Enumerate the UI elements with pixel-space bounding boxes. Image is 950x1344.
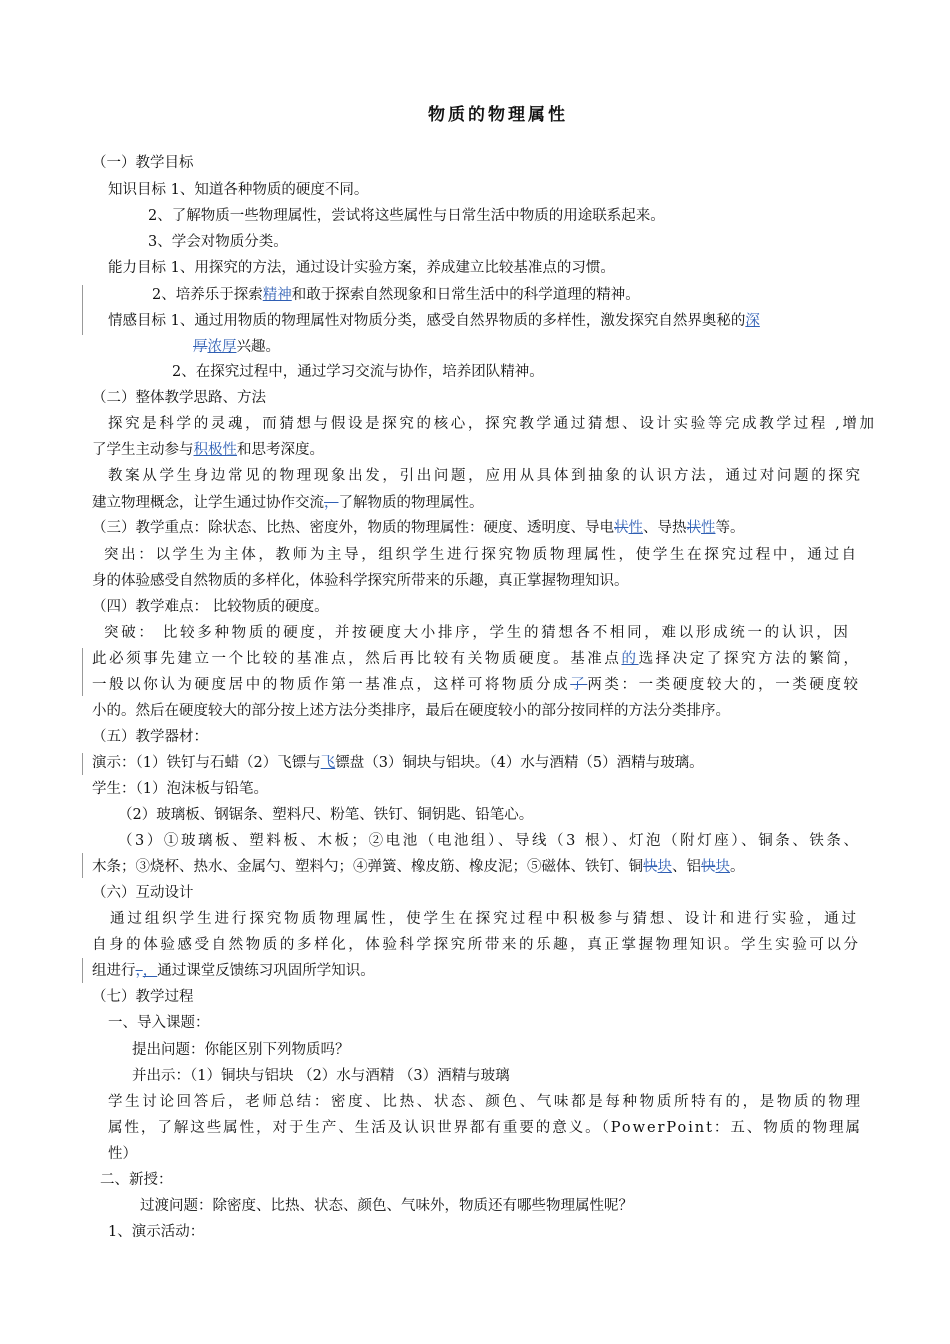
line-text: （四）教学难点： 比较物质的硬度。: [92, 599, 329, 615]
document-line: [118, 805, 533, 825]
line-text: （五）教学器材：: [92, 729, 208, 745]
tracked-insertion: ，: [142, 963, 158, 979]
tracked-deletion: 快: [643, 859, 658, 875]
line-text: 此必须事先建立一个比较的基准点，然后再比较有关物质硬度。基准点: [92, 651, 622, 667]
document-line: [92, 961, 375, 981]
document-line: [110, 909, 859, 929]
line-text: 通过组织学生进行探究物质物理属性，使学生在探究过程中积极参与猜想、设计和进行实验，通过: [110, 911, 859, 927]
document-line: [92, 727, 208, 747]
line-text: 了学生主动参与: [92, 442, 194, 458]
line-text: 能力目标 1、用探究的方法，通过设计实验方案，养成建立比较基准点的习惯。: [108, 260, 615, 276]
revision-bar: [82, 958, 83, 983]
line-text: 镖盘（3）铜块与铝块。（4）水与酒精（5）酒精与玻璃。: [335, 755, 704, 771]
line-text: 两类：一类硬度较大的，一类硬度较: [587, 677, 861, 693]
line-text: 通过课堂反馈练习巩固所学知识。: [157, 963, 375, 979]
line-text: 2、了解物质一些物理属性，尝试将这些属性与日常生活中物质的用途联系起来。: [148, 208, 665, 224]
line-text: 组进行: [92, 963, 136, 979]
line-text: （二）整体教学思路、方法: [92, 390, 266, 406]
document-line: [108, 1092, 863, 1112]
line-text: 了解物质的物理属性。: [338, 495, 484, 511]
document-line: [92, 388, 266, 408]
tracked-deletion: 厚: [193, 339, 208, 355]
document-line: [152, 285, 640, 305]
line-text: 属性，了解这些属性，对于生产、生活及认识世界都有重要的意义。（PowerPoint：五、物质的物理属: [108, 1120, 862, 1136]
line-text: 知识目标 1、知道各种物质的硬度不同。: [108, 182, 369, 198]
document-line: [92, 493, 484, 513]
line-text: （六）互动设计: [92, 885, 194, 901]
tracked-insertion: 精神: [262, 287, 292, 303]
line-text: 学生：（1）泡沫板与铅笔。: [92, 781, 268, 797]
tracked-insertion: 块: [715, 859, 730, 875]
line-text: （七）教学过程: [92, 989, 194, 1005]
document-line: [108, 1118, 862, 1138]
line-text: 2、培养乐于探索: [152, 287, 263, 303]
line-text: 自身的体验感受自然物质的多样化，体验科学探究所带来的乐趣，真正掌握物理知识。学生实验可以分: [92, 937, 861, 953]
document-line: [92, 597, 329, 617]
line-text: 教案从学生身边常见的物理现象出发，引出问题，应用从具体到抽象的认识方法，通过对问题的探究: [108, 468, 863, 484]
document-line: [132, 1040, 350, 1060]
line-text: 3、学会对物质分类。: [148, 234, 288, 250]
document-line: [92, 649, 861, 669]
tracked-deletion: 快: [701, 859, 716, 875]
document-line: [92, 935, 861, 955]
line-text: 突出：以学生为主体，教师为主导，组织学生进行探究物质物理属性，使学生在探究过程中，通过自: [104, 547, 859, 563]
line-text: 过渡问题：除密度、比热、状态、颜色、气味外，物质还有哪些物理属性呢？: [140, 1198, 633, 1214]
tracked-deletion: ，: [324, 495, 339, 511]
document-line: [92, 518, 745, 538]
document-line: [108, 1144, 137, 1164]
line-text: 探究是科学的灵魂，而猜想与假设是探究的核心，探究教学通过猜想、设计实验等完成教学过程 ,增加: [108, 416, 877, 432]
document-line: [92, 883, 194, 903]
line-text: 并出示：（1）铜块与铝块 （2）水与酒精 （3）酒精与玻璃: [132, 1068, 510, 1084]
document-line: [92, 701, 730, 721]
line-text: 提出问题：你能区别下列物质吗？: [132, 1042, 350, 1058]
document-line: [148, 206, 665, 226]
document-line: [108, 311, 760, 331]
line-text: 突破： 比较多种物质的硬度，并按硬度大小排序，学生的猜想各不相同，难以形成统一的认识，因: [104, 625, 851, 641]
document-line: [108, 258, 615, 278]
line-text: 和思考深度。: [237, 442, 324, 458]
document-line: [108, 180, 368, 200]
line-text: 和敢于探索自然现象和日常生活中的科学道理的精神。: [291, 287, 640, 303]
tracked-insertion: 块: [657, 859, 672, 875]
tracked-deletion: 了: [570, 677, 588, 693]
document-line: [92, 153, 194, 173]
tracked-insertion: 的: [621, 651, 639, 667]
line-text: 。: [730, 859, 745, 875]
document-line: [108, 1013, 210, 1033]
tracked-deletion: ，: [135, 963, 143, 979]
tracked-insertion: 积极性: [193, 442, 237, 458]
document-line: [92, 753, 704, 773]
tracked-insertion: 飞: [320, 755, 336, 771]
tracked-deletion: 状: [614, 520, 629, 536]
document-line: [108, 466, 863, 486]
document-line: [92, 675, 861, 695]
line-text: 木条；③烧杯、热水、金属勺、塑料勺；④弹簧、橡皮筋、橡皮泥；⑤磁体、铁钉、铜: [92, 859, 643, 875]
line-text: （2）玻璃板、钢锯条、塑料尺、粉笔、铁钉、铜钥匙、铅笔心。: [118, 807, 534, 823]
line-text: 演示：（1）铁钉与石蜡（2）飞镖与: [92, 755, 321, 771]
document-line: [92, 440, 324, 460]
line-text: 一般以你认为硬度居中的物质作第一基准点，这样可将物质分成: [92, 677, 571, 693]
line-text: 情感目标 1、通过用物质的物理属性对物质分类，感受自然界物质的多样性，激发探究自然界奥秘的: [108, 313, 746, 329]
document-line: [148, 232, 288, 252]
line-text: 二、新授：: [100, 1172, 173, 1188]
line-text: 1、演示活动：: [108, 1224, 205, 1240]
document-line: [108, 414, 877, 434]
document-line: [172, 362, 544, 382]
line-text: 学生讨论回答后，老师总结：密度、比热、状态、颜色、气味都是每种物质所特有的，是物质的物理: [108, 1094, 863, 1110]
revision-bar: [82, 853, 83, 878]
tracked-insertion: 性: [628, 520, 643, 536]
line-text: 、导热: [643, 520, 687, 536]
line-text: （三）教学重点：除状态、比热、密度外，物质的物理属性：硬度、透明度、导电: [92, 520, 614, 536]
line-text: 、铝: [672, 859, 701, 875]
line-text: 建立物理概念，让学生通过协作交流: [92, 495, 324, 511]
document-line: [104, 545, 859, 565]
tracked-insertion: 浓厚: [207, 339, 237, 355]
line-text: 一、导入课题：: [108, 1015, 210, 1031]
document-line: [92, 987, 194, 1007]
document-line: [140, 1196, 633, 1216]
document-line: [104, 623, 851, 643]
document-line: [92, 571, 629, 591]
tracked-insertion: 深: [745, 313, 760, 329]
document-line: [100, 1170, 173, 1190]
document-line: [132, 1066, 510, 1086]
document-line: [92, 857, 745, 877]
document-line: [92, 779, 268, 799]
line-text: 小的。然后在硬度较大的部分按上述方法分类排序，最后在硬度较小的部分按同样的方法分类排序。: [92, 703, 730, 719]
document-title: 物质的物理属性: [428, 105, 568, 125]
line-text: 选择决定了探究方法的繁简，: [638, 651, 861, 667]
revision-bar: [82, 753, 83, 775]
tracked-deletion: 状: [686, 520, 701, 536]
line-text: 2、在探究过程中，通过学习交流与协作，培养团队精神。: [172, 364, 544, 380]
line-text: 兴趣。: [236, 339, 280, 355]
document-line: [193, 337, 280, 357]
line-text: 性）: [108, 1146, 137, 1162]
revision-bar: [82, 285, 83, 335]
line-text: 身的体验感受自然物质的多样化，体验科学探究所带来的乐趣，真正掌握物理知识。: [92, 573, 629, 589]
revision-bar: [82, 648, 83, 696]
tracked-insertion: 性: [701, 520, 716, 536]
line-text: （3）①玻璃板、塑料板、木板；②电池（电池组）、导线（3 根）、灯泡（附灯座）、铜条、铁条、: [118, 833, 861, 849]
document-line: [118, 831, 861, 851]
line-text: 等。: [715, 520, 745, 536]
document-line: [108, 1222, 204, 1242]
line-text: （一）教学目标: [92, 155, 194, 171]
